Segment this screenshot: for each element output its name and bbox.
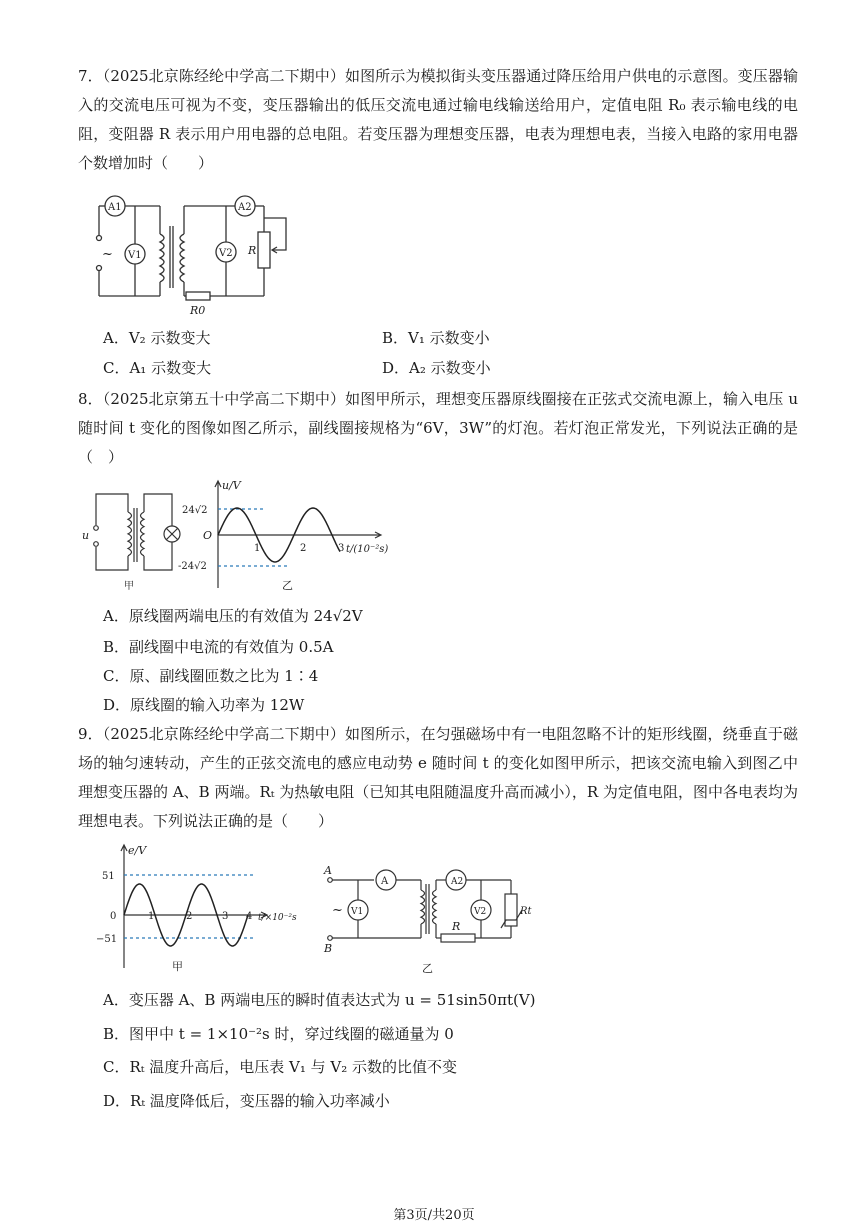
question-7-stem: 7．（2025北京陈经纶中学高二下期中）如图所示为模拟街头变压器通过降压给用户供电的示意图。变压器输入的交流电压可视为不变，变压器输出的低压交流电通过输电线输送给用户，定值电阻 R₀ 表示输电线的电阻，变阻器 R 表示用户用电器的总电阻。若变压器为理想变压器，电表为理想电表，当接入电路的家用电器个数增加时（ ）: [78, 67, 798, 172]
resistor-r0: [186, 292, 210, 300]
question-7-circuit-figure: [88, 190, 303, 320]
graph-x-tick-2: 2: [300, 543, 307, 554]
question-9-option-a: A．变压器 A、B 两端电压的瞬时值表达式为 u = 51sin50πt(V): [103, 991, 536, 1009]
figure-jia-label: 甲: [124, 581, 134, 592]
ammeter-a2-label: A2: [238, 202, 252, 213]
figure-yi-label: 乙: [282, 579, 293, 592]
rheostat-r: [258, 232, 270, 268]
page-number-footer: 第3页/共20页: [393, 1208, 475, 1223]
graph-x-tick-3: 3: [338, 543, 345, 554]
question-7-option-a: A．V₂ 示数变大: [103, 329, 211, 347]
question-9-option-d: D．Rₜ 温度降低后，变压器的输入功率减小: [103, 1092, 390, 1110]
question-8-option-b: B．副线圈中电流的有效值为 0.5A: [103, 638, 334, 656]
graph-y-axis-label: u/V: [222, 479, 241, 492]
voltmeter-v1-label: V1: [128, 250, 142, 261]
thermistor-rt: [505, 894, 517, 926]
question-9-option-c: C．Rₜ 温度升高后，电压表 V₁ 与 V₂ 示数的比值不变: [103, 1058, 458, 1076]
terminal-b-label: B: [324, 942, 333, 955]
question-9-option-b: B．图甲中 t = 1×10⁻²s 时，穿过线圈的磁通量为 0: [103, 1025, 454, 1043]
graph-x-tick-3: 3: [222, 911, 229, 922]
question-8-option-d: D．原线圈的输入功率为 12W: [103, 696, 305, 714]
voltmeter-v1-label: V1: [351, 907, 364, 917]
terminal-a-label: A: [324, 864, 332, 877]
graph-x-tick-2: 2: [186, 911, 193, 922]
graph-origin-label: 0: [110, 911, 117, 922]
question-8-stem: 8．（2025北京第五十中学高二下期中）如图甲所示，理想变压器原线圈接在正弦式交流电源上，输入电压 u 随时间 t 变化的图像如图乙所示，副线圈接规格为“6V，3W”的灯泡。若灯泡正常发光，下列说法正确的是（ ）: [78, 390, 798, 466]
graph-x-axis-label: t/×10⁻²s: [258, 913, 297, 923]
question-8-option-a: A．原线圈两端电压的有效值为 24√2V: [103, 607, 363, 625]
graph-ymin-label: -24√2: [178, 561, 207, 572]
graph-x-tick-1: 1: [254, 543, 261, 554]
graph-x-tick-4: 4: [246, 911, 253, 922]
graph-ymin-label: −51: [96, 934, 118, 945]
input-voltage-label: u: [82, 529, 90, 542]
question-7-option-c: C．A₁ 示数变大: [103, 359, 212, 377]
question-8-option-c: C．原、副线圈匝数之比为 1∶4: [103, 667, 319, 685]
question-8-figures: [80, 478, 400, 596]
graph-y-axis-label: e/V: [128, 844, 147, 857]
graph-ymax-label: 24√2: [182, 505, 208, 516]
thermistor-rt-label: Rt: [520, 906, 532, 917]
voltmeter-v2-label: V2: [219, 248, 233, 259]
question-7-option-b: B．V₁ 示数变小: [382, 329, 490, 347]
ac-source-symbol: ~: [102, 247, 113, 262]
resistor-r-label: R: [452, 920, 461, 933]
ammeter-a2-label: A2: [451, 877, 464, 887]
ac-source-symbol: ~: [332, 903, 343, 918]
question-9-figures: [96, 840, 536, 978]
question-7-option-d: D．A₂ 示数变小: [382, 359, 491, 377]
ammeter-a1-label: A1: [108, 202, 122, 213]
resistor-r0-label: R0: [190, 304, 206, 317]
graph-x-tick-1: 1: [148, 911, 155, 922]
graph-ymax-label: 51: [102, 871, 115, 882]
terminal-top: [97, 236, 102, 241]
rheostat-r-label: R: [248, 244, 257, 257]
voltmeter-v2-label: V2: [474, 907, 487, 917]
graph-origin-label: O: [203, 529, 213, 542]
ammeter-a1-label: A: [381, 876, 389, 887]
resistor-r: [441, 934, 475, 942]
question-9-stem: 9．（2025北京陈经纶中学高二下期中）如图所示，在匀强磁场中有一电阻忽略不计的矩形线圈，绕垂直于磁场的轴匀速转动，产生的正弦交流电的感应电动势 e 随时间 t 的变化如图甲所示，把该交流电输入到图乙中理想变压器的 A、B 两端。Rₜ 为热敏电阻（已知其电阻随温度升高而减小），R 为定值电阻，图中各电表均为理想电表。下列说法正确的是（ ）: [78, 725, 798, 830]
figure-jia-label: 甲: [172, 960, 183, 973]
figure-yi-label: 乙: [422, 962, 433, 975]
graph-x-axis-label: t/(10⁻²s): [346, 544, 389, 555]
terminal-bottom: [97, 266, 102, 271]
